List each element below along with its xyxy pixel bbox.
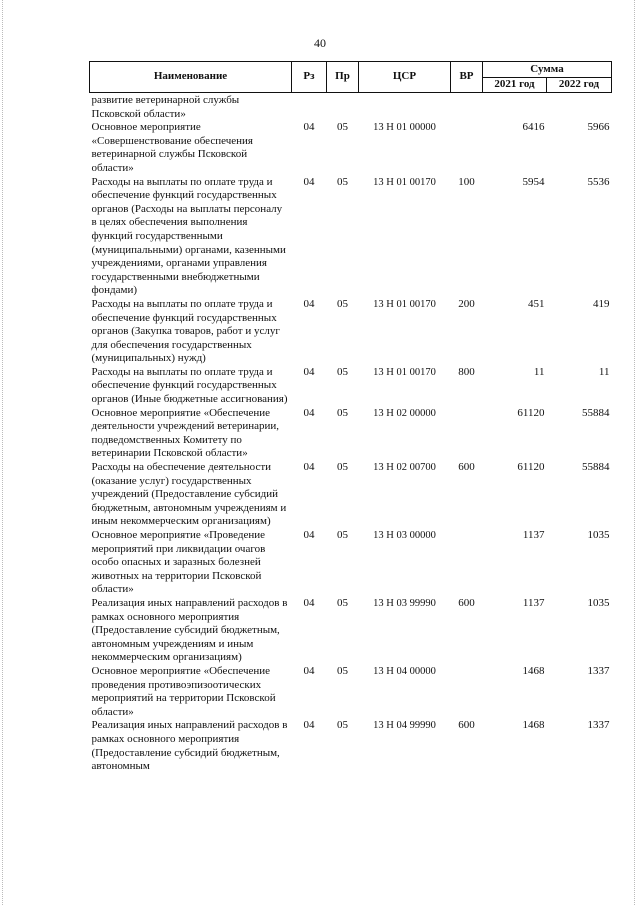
row-sum-2021: 451 [528, 297, 545, 310]
row-sum-2021: 11 [533, 365, 545, 378]
row-pr: 05 [337, 365, 348, 378]
row-vr: 800 [458, 365, 475, 378]
table-row [90, 407, 612, 461]
row-pr: 05 [337, 664, 348, 677]
table-row [90, 298, 612, 366]
header-pr: Пр [327, 62, 359, 93]
row-csr [359, 93, 451, 122]
row-sum-2021: 1468 [522, 719, 545, 732]
row-vr [451, 665, 483, 719]
row-csr: 13 Н 03 00000 [373, 530, 436, 541]
row-rz: 04 [303, 121, 315, 134]
row-sum-2022: 1337 [587, 719, 610, 732]
table-row [90, 93, 612, 122]
row-rz: 04 [303, 664, 315, 677]
row-csr: 13 Н 01 00170 [373, 298, 436, 310]
table-row [90, 176, 612, 298]
row-sum-2022: 11 [598, 365, 610, 378]
budget-table [89, 61, 612, 774]
row-vr: 100 [458, 175, 475, 188]
row-name: Расходы на обеспечение деятельности (оказание услуг) государственных учреждений (Предоставление субсидий бюджетным, автономным учреждениям и иным некоммерческим организациям) [91, 461, 287, 528]
row-rz: 04 [303, 406, 315, 419]
row-csr: 13 Н 01 00000 [373, 122, 436, 134]
table-row [90, 597, 612, 665]
row-name: развитие ветеринарной службы Псковской области» [91, 94, 240, 120]
row-rz: 04 [303, 365, 315, 378]
row-rz: 04 [303, 719, 315, 732]
row-sum-2022: 1035 [587, 596, 610, 609]
row-name: Реализация иных направлений расходов в рамках основного мероприятия (Предоставление субсидий бюджетным, автономным учреждениям и иным некоммерческим организациям) [91, 596, 288, 664]
row-name: Расходы на выплаты по оплате труда и обеспечение функций государственных органов (Расходы на выплаты персоналу в целях обеспечения выполнения функций государственными (муниципальными) органами, казенными учреждениями, органами управления государственными внебюджетными фондами) [91, 175, 286, 297]
row-pr: 05 [337, 529, 348, 541]
scan-edge-right [634, 0, 636, 905]
row-sum-2021 [483, 93, 547, 122]
row-sum-2022 [547, 93, 612, 122]
header-csr: ЦСР [359, 62, 451, 93]
row-csr: 13 Н 02 00700 [373, 462, 436, 474]
header-year-2021: 2021 год [483, 78, 547, 93]
table-row [90, 461, 612, 529]
row-sum-2022: 1035 [587, 529, 610, 541]
row-name: Основное мероприятие «Совершенствование обеспечения ветеринарной службы Псковской области» [91, 121, 253, 174]
row-vr: 600 [458, 596, 475, 609]
row-pr: 05 [337, 596, 348, 609]
row-sum-2021: 61120 [517, 461, 545, 474]
row-rz: 04 [303, 529, 315, 541]
row-rz: 04 [303, 596, 315, 609]
row-sum-2021: 5954 [522, 175, 545, 188]
row-csr: 13 Н 01 00170 [373, 176, 436, 188]
row-csr: 13 Н 03 99990 [373, 597, 436, 609]
row-csr: 13 Н 02 00000 [373, 407, 436, 419]
row-vr: 600 [458, 461, 475, 474]
row-rz [292, 93, 327, 122]
table-row [90, 529, 612, 597]
row-name: Основное мероприятие «Проведение мероприятий при ликвидации очагов особо опасных и заразных болезней животных на территории Псковской области» [91, 529, 266, 596]
table-row [90, 719, 612, 773]
row-csr: 13 Н 04 99990 [373, 720, 436, 732]
row-name: Основное мероприятие «Обеспечение проведения противоэпизоотических мероприятий на территории Псковской области» [91, 664, 276, 718]
row-sum-2022: 5966 [587, 121, 610, 134]
table-row [90, 121, 612, 175]
page-number: 40 [314, 36, 326, 50]
table-body [90, 93, 612, 774]
row-sum-2021: 61120 [517, 406, 545, 419]
row-vr [451, 93, 483, 122]
row-pr: 05 [337, 719, 348, 732]
row-vr: 200 [458, 297, 475, 310]
row-sum-2022: 419 [593, 297, 610, 310]
row-pr: 05 [337, 297, 348, 310]
row-sum-2021: 1468 [522, 664, 545, 677]
row-pr: 05 [337, 406, 348, 419]
row-vr [451, 529, 483, 597]
row-csr: 13 Н 04 00000 [373, 665, 436, 677]
row-name: Реализация иных направлений расходов в рамках основного мероприятия (Предоставление субсидий бюджетным, автономным [91, 719, 288, 773]
header-year-2022: 2022 год [547, 78, 612, 93]
header-vr: ВР [451, 62, 483, 93]
table-header [90, 62, 612, 93]
row-pr: 05 [337, 461, 348, 474]
table-row [90, 665, 612, 719]
row-pr: 05 [337, 121, 348, 134]
row-sum-2021: 1137 [522, 529, 545, 541]
row-sum-2022: 55884 [582, 461, 610, 474]
row-sum-2021: 6416 [522, 121, 545, 134]
header-rz: Рз [292, 62, 327, 93]
row-vr: 600 [458, 719, 475, 732]
row-pr: 05 [337, 175, 348, 188]
row-rz: 04 [303, 461, 315, 474]
row-csr: 13 Н 01 00170 [373, 366, 436, 378]
scan-edge-left [2, 0, 4, 905]
row-rz: 04 [303, 297, 315, 310]
table-row [90, 366, 612, 407]
row-sum-2022: 55884 [582, 406, 610, 419]
row-sum-2022: 5536 [587, 175, 610, 188]
header-sum: Сумма [483, 62, 612, 78]
row-name: Основное мероприятие «Обеспечение деятельности учреждений ветеринарии, подведомственных Комитету по ветеринарии Псковской области» [91, 406, 280, 460]
header-name: Наименование [90, 62, 292, 93]
row-name: Расходы на выплаты по оплате труда и обеспечение функций государственных органов (Иные бюджетные ассигнования) [91, 365, 288, 406]
row-sum-2021: 1137 [522, 596, 545, 609]
row-pr [327, 93, 359, 122]
row-sum-2022: 1337 [587, 664, 610, 677]
row-vr [451, 121, 483, 175]
row-rz: 04 [303, 175, 315, 188]
row-name: Расходы на выплаты по оплате труда и обеспечение функций государственных органов (Закупка товаров, работ и услуг для обеспечения государственных (муниципальных) нужд) [91, 297, 280, 365]
row-vr [451, 407, 483, 461]
